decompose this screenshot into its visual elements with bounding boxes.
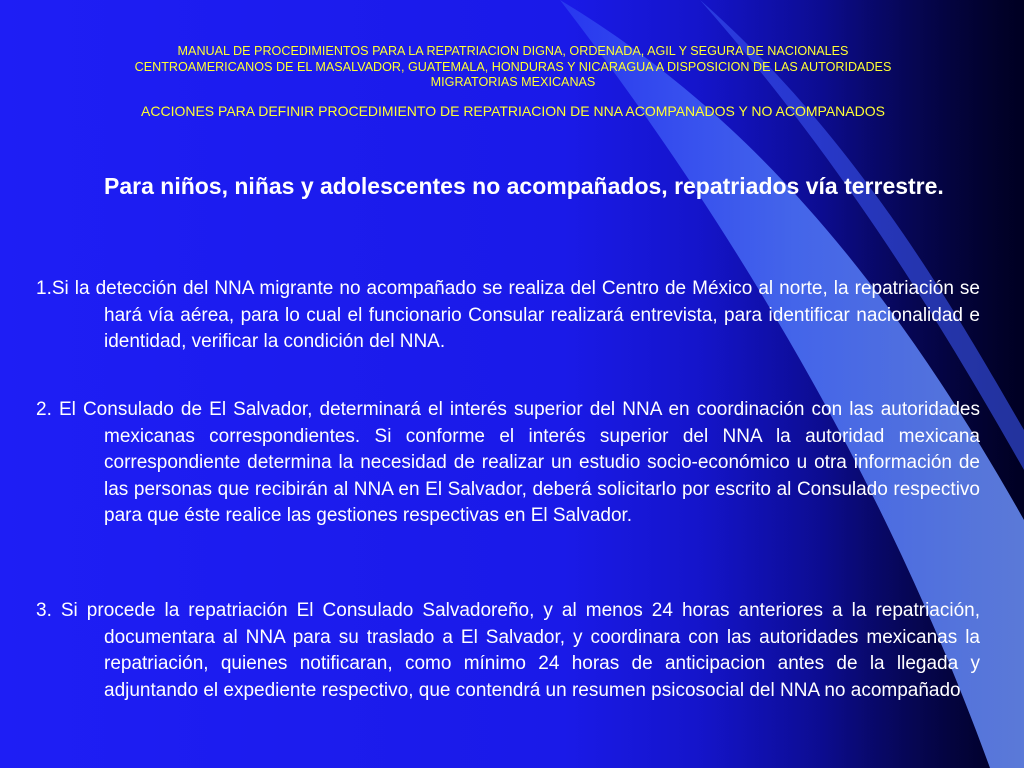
list-item — [36, 397, 980, 530]
slide-header — [110, 44, 916, 120]
manual-title: MANUAL DE PROCEDIMIENTOS PARA LA REPATRIACION DIGNA, ORDENADA, AGIL Y SEGURA DE NACIONALES CENTROAMERICANOS DE EL MASALVADOR, GUATEMALA, HONDURAS Y NICARAGUA A DISPOSICION DE LAS AUTORIDADES MIGRATORIAS MEXICANAS — [134, 44, 892, 89]
section-subtitle: Para niños, niñas y adolescentes no acompañados, repatriados vía terrestre. — [104, 173, 944, 199]
acciones-title: ACCIONES PARA DEFINIR PROCEDIMIENTO DE REPATRIACION DE NNA ACOMPANADOS Y NO ACOMPANADOS — [141, 102, 885, 119]
list-item-text: 1.Si la detección del NNA migrante no acompañado se realiza del Centro de México al norte, la repatriación se hará vía aérea, para lo cual el funcionario Consular realizará entrevista, para identificar nacionalidad e identidad, verificar la condición del NNA. — [36, 278, 980, 352]
list-item-text: 3. Si procede la repatriación El Consulado Salvadoreño, y al menos 24 horas anteriores a la repatriación, documentara al NNA para su traslado a El Salvador, y coordinara con las autoridades mexicanas la repatriación, quienes notificaran, como mínimo 24 horas de anticipacion antes de la llegada y adjuntando el expediente respectivo, que contendrá un resumen psicosocial del NNA no acompañado — [36, 600, 980, 701]
list-item-text: 2. El Consulado de El Salvador, determinará el interés superior del NNA en coordinación con las autoridades mexicanas correspondientes. Si conforme el interés superior del NNA la autoridad mexicana correspondiente determina la necesidad de realizar un estudio socio-económico u otra información de las personas que recibirán al NNA en El Salvador, deberá solicitarlo por escrito al Consulado respectivo para que éste realice las gestiones respectivas en El Salvador. — [36, 399, 980, 526]
list-item — [36, 276, 980, 356]
list-item — [36, 598, 980, 704]
